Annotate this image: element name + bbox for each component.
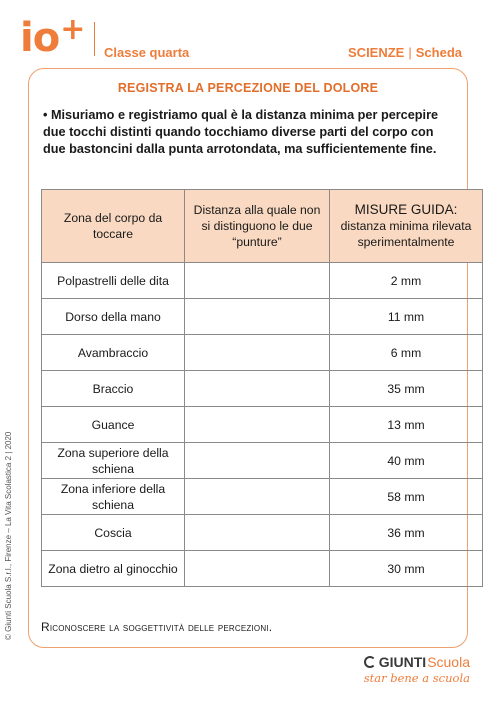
giunti-scuola-logo [364, 654, 470, 686]
table-row [42, 479, 483, 515]
guide-cell: 35 mm [330, 371, 483, 407]
copyright-text: © Giunti Scuola S.r.l., Firenze – La Vita Scolastica 2 | 2020 [4, 431, 13, 640]
subject-separator: | [408, 45, 412, 60]
zone-cell: Zona superiore della schiena [42, 443, 185, 479]
zone-cell: Zona dietro al ginocchio [42, 551, 185, 587]
subject-label [348, 45, 462, 60]
guide-cell: 30 mm [330, 551, 483, 587]
subject-name: SCIENZE [348, 45, 405, 60]
header-distance: Distanza alla quale non si distinguono le due “punture” [185, 190, 330, 263]
brand-giunti: GIUNTI [378, 654, 427, 670]
header-guide [330, 190, 483, 263]
brand-name [364, 654, 470, 670]
distance-cell[interactable] [185, 335, 330, 371]
distance-cell[interactable] [185, 371, 330, 407]
distance-cell[interactable] [185, 479, 330, 515]
brand-tagline: star bene a scuola [363, 671, 470, 685]
table-header-row [42, 190, 483, 263]
zone-cell: Coscia [42, 515, 185, 551]
giunti-g-icon [364, 656, 376, 668]
logo-text: io [20, 15, 60, 61]
distance-cell[interactable] [185, 551, 330, 587]
worksheet-card [28, 68, 472, 648]
class-label: Classe quarta [104, 45, 190, 60]
guide-cell: 11 mm [330, 299, 483, 335]
table-row [42, 335, 483, 371]
distance-cell[interactable] [185, 263, 330, 299]
guide-cell: 6 mm [330, 335, 483, 371]
logo-plus: + [60, 12, 85, 47]
header-guide-title: MISURE GUIDA: [354, 202, 458, 217]
table-row [42, 407, 483, 443]
header-guide-body: distanza minima rilevata sperimentalmente [340, 219, 472, 249]
zone-cell: Dorso della mano [42, 299, 185, 335]
distance-cell[interactable] [185, 443, 330, 479]
table-row [42, 551, 483, 587]
guide-cell: 58 mm [330, 479, 483, 515]
guide-cell: 2 mm [330, 263, 483, 299]
header-zone: Zona del corpo da toccare [42, 190, 185, 263]
learning-goal-note: Riconoscere la soggettività delle percezioni. [41, 620, 273, 634]
brand-scuola: Scuola [427, 654, 470, 670]
guide-cell: 13 mm [330, 407, 483, 443]
table-row [42, 263, 483, 299]
guide-cell: 36 mm [330, 515, 483, 551]
distance-cell[interactable] [185, 407, 330, 443]
guide-cell: 40 mm [330, 443, 483, 479]
intro-text: • Misuriamo e registriamo qual è la distanza minima per percepire due tocchi distinti quando tocchiamo diverse parti del corpo con due bastoncini dalla punta arrotondata, ma sufficientemente fine. [43, 108, 439, 156]
distance-cell[interactable] [185, 515, 330, 551]
table-row [42, 443, 483, 479]
copyright-credit [4, 400, 20, 640]
worksheet-title: REGISTRA LA PERCEZIONE DEL DOLORE [117, 81, 379, 95]
table-row [42, 299, 483, 335]
zone-cell: Guance [42, 407, 185, 443]
zone-cell: Braccio [42, 371, 185, 407]
zone-cell: Avambraccio [42, 335, 185, 371]
zone-cell: Polpastrelli delle dita [42, 263, 185, 299]
io-plus-logo [20, 12, 85, 61]
distance-cell[interactable] [185, 299, 330, 335]
header-divider [94, 22, 95, 56]
measurement-table [41, 189, 483, 587]
doc-type: Scheda [415, 45, 462, 60]
table-row [42, 371, 483, 407]
table-row [42, 515, 483, 551]
zone-cell: Zona inferiore della schiena [42, 479, 185, 515]
